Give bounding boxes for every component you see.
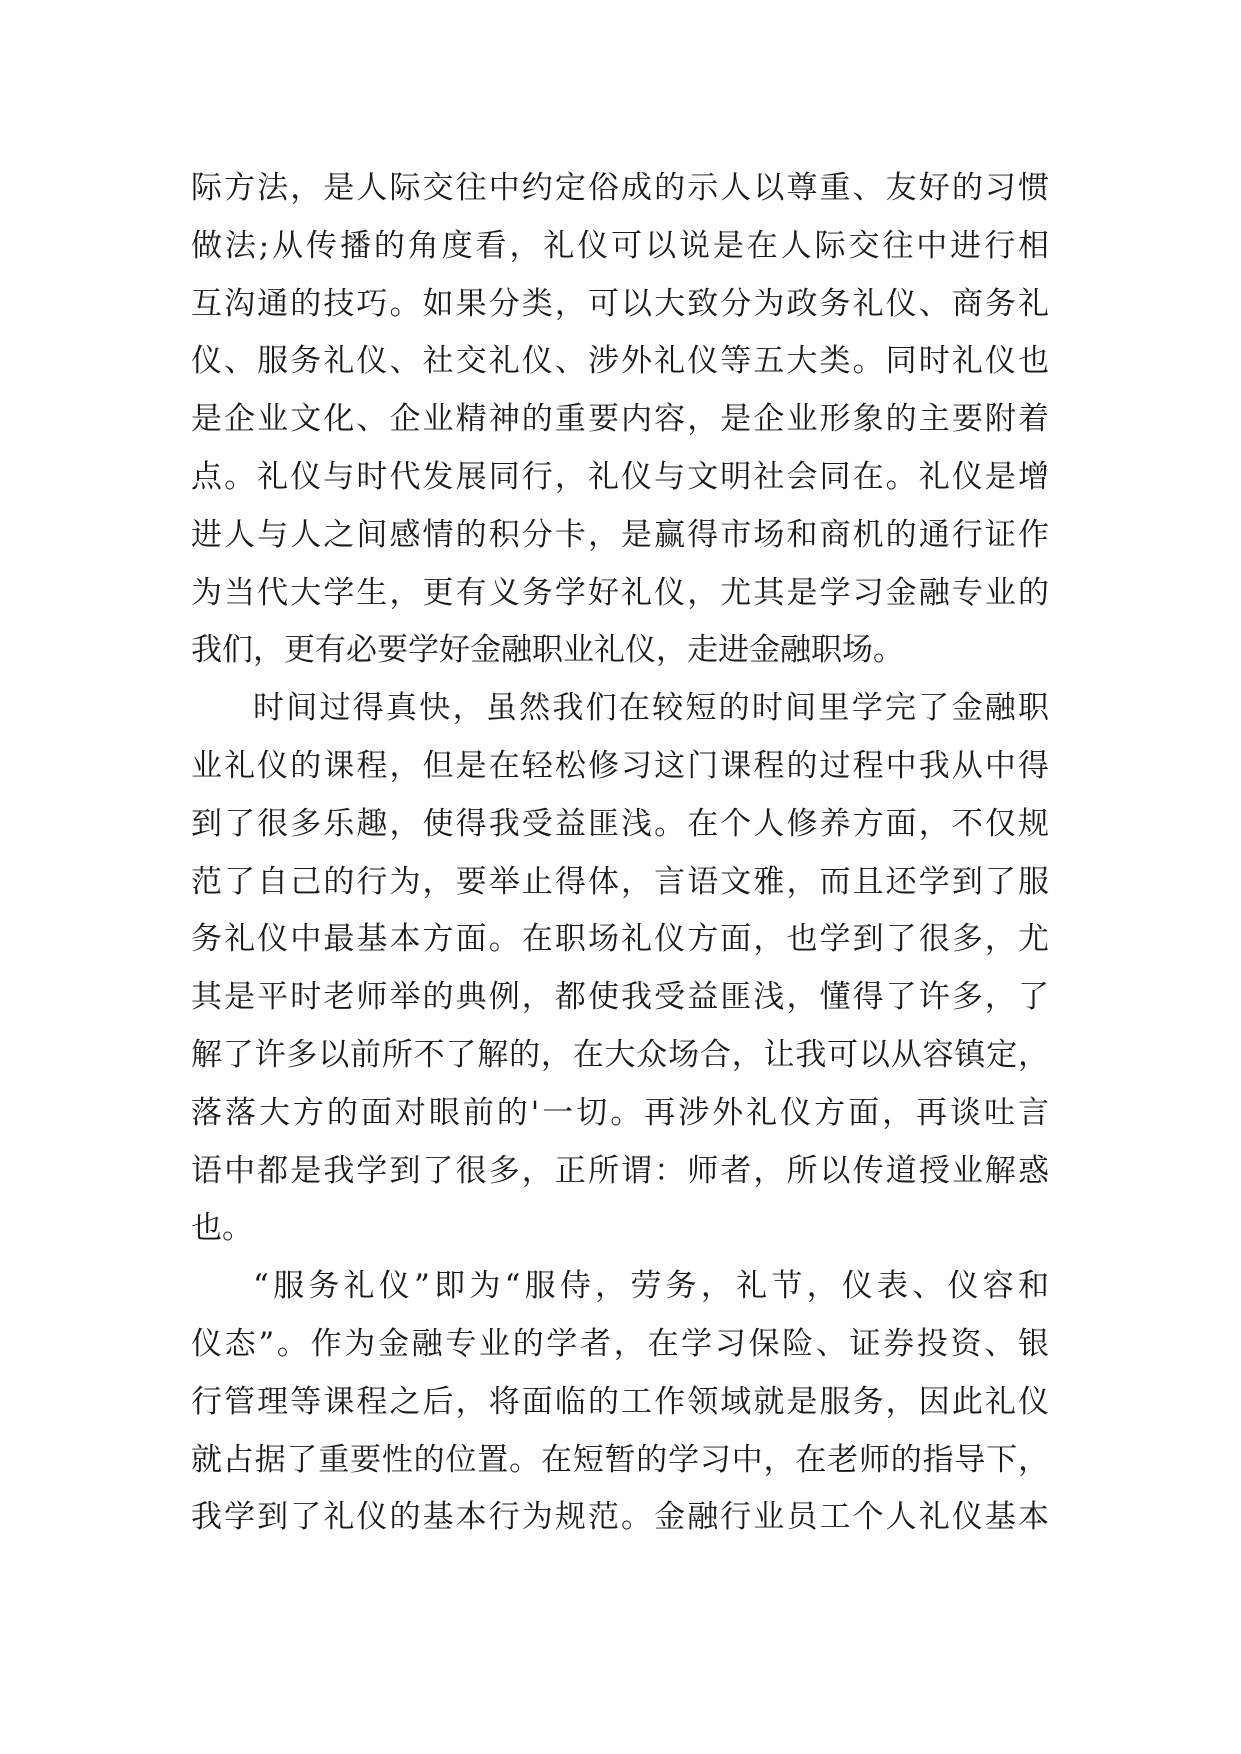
text-line: 到了很多乐趣，使得我受益匪浅。在个人修养方面，不仅规 [191, 805, 1049, 842]
text-line: 我学到了礼仪的基本行为规范。金融行业员工个人礼仪基本 [191, 1499, 1049, 1536]
text-line: 范了自己的行为，要举止得体，言语文雅，而且还学到了服 [191, 863, 1049, 900]
text-line: 业礼仪的课程，但是在轻松修习这门课程的过程中我从中得 [191, 747, 1049, 784]
text-line: 务礼仪中最基本方面。在职场礼仪方面，也学到了很多，尤 [191, 921, 1049, 958]
text-line: 时间过得真快，虽然我们在较短的时间里学完了金融职 [253, 690, 1049, 727]
text-line: 做法;从传播的角度看，礼仪可以说是在人际交往中进行相 [191, 227, 1049, 264]
paragraph-2 [191, 680, 1049, 1258]
text-line: 就占据了重要性的位置。在短暂的学习中，在老师的指导下， [191, 1441, 1049, 1478]
text-line: 仪态”。作为金融专业的学者，在学习保险、证券投资、银 [191, 1325, 1049, 1362]
paragraph-3 [191, 1258, 1049, 1547]
text-line: 互沟通的技巧。如果分类，可以大致分为政务礼仪、商务礼 [191, 285, 1049, 322]
paragraph-1 [191, 160, 1049, 680]
text-line: 仪、服务礼仪、社交礼仪、涉外礼仪等五大类。同时礼仪也 [191, 343, 1049, 380]
text-line: “服务礼仪”即为“服侍，劳务，礼节，仪表、仪容和 [253, 1268, 1049, 1305]
document-body [191, 160, 1049, 1547]
text-line: 其是平时老师举的典例，都使我受益匪浅，懂得了许多，了 [191, 979, 1049, 1016]
text-line: 是企业文化、企业精神的重要内容，是企业形象的主要附着 [191, 401, 1049, 438]
text-line: 也。 [191, 1210, 253, 1247]
text-line: 我们，更有必要学好金融职业礼仪，走进金融职场。 [191, 632, 904, 669]
text-line: 进人与人之间感情的积分卡，是赢得市场和商机的通行证作 [191, 516, 1049, 553]
text-line: 落落大方的面对眼前的'一切。再涉外礼仪方面，再谈吐言 [191, 1094, 1049, 1131]
text-line: 际方法，是人际交往中约定俗成的示人以尊重、友好的习惯 [191, 170, 1049, 206]
text-line: 语中都是我学到了很多，正所谓：师者，所以传道授业解惑 [191, 1152, 1049, 1189]
text-line: 解了许多以前所不了解的，在大众场合，让我可以从容镇定， [191, 1036, 1049, 1073]
text-line: 为当代大学生，更有义务学好礼仪，尤其是学习金融专业的 [191, 574, 1049, 611]
text-line: 点。礼仪与时代发展同行，礼仪与文明社会同在。礼仪是增 [191, 458, 1049, 495]
text-line: 行管理等课程之后，将面临的工作领域就是服务，因此礼仪 [191, 1383, 1049, 1420]
